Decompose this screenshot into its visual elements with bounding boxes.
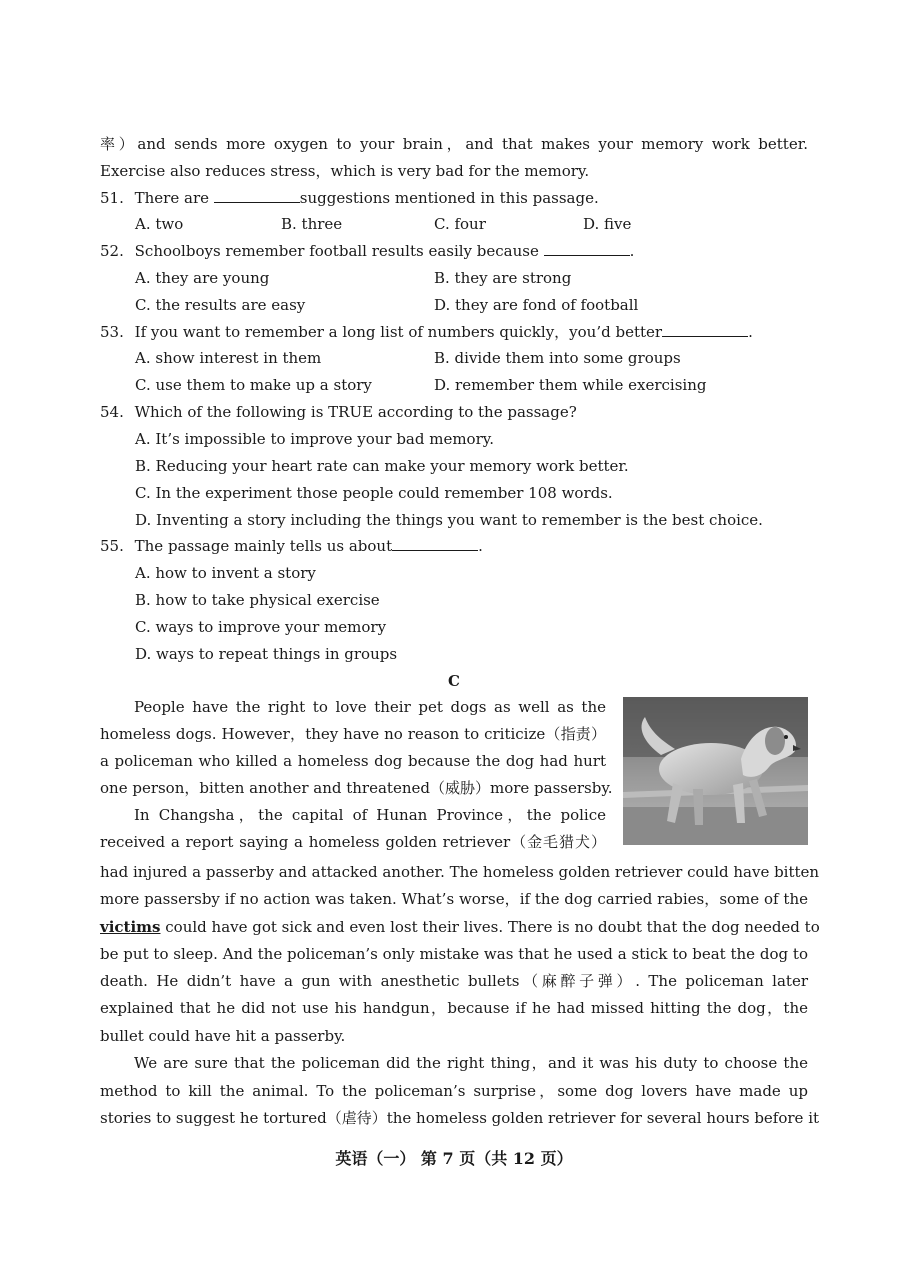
passage-line: be put to sleep. And the policeman’s only mistake was that he used a stick to beat the dog to	[100, 945, 808, 963]
question-stem: There are	[134, 189, 214, 207]
passage-line-victims	[100, 917, 820, 937]
question-55	[100, 536, 483, 556]
option-c: C. the results are easy	[135, 296, 306, 314]
option-c: C. four	[434, 215, 486, 233]
option-a: A. It’s impossible to improve your bad memory.	[135, 430, 495, 448]
victims-word: victims	[100, 918, 161, 936]
answer-blank	[662, 322, 748, 337]
passage-line: In Changsha，the capital of Hunan Province，the police	[134, 806, 606, 824]
passage-line: one person，bitten another and threatened（威胁）more passersby.	[100, 779, 613, 797]
question-number: 55.	[100, 537, 124, 555]
option-b: B. three	[281, 215, 343, 233]
question-stem: Schoolboys remember football results easily because	[134, 242, 544, 260]
option-d: D. Inventing a story including the things you want to remember is the best choice.	[135, 511, 763, 529]
passage-line: bullet could have hit a passerby.	[100, 1027, 346, 1045]
passage-line: People have the right to love their pet dogs as well as the	[134, 698, 606, 716]
option-a: A. how to invent a story	[135, 564, 316, 582]
dog-illustration	[623, 697, 808, 845]
option-a: A. two	[135, 215, 184, 233]
question-stem-end: .	[748, 323, 753, 341]
passage-line: received a report saying a homeless golden retriever（金毛猎犬）	[100, 833, 606, 851]
passage-text: could have got sick and even lost their lives. There is no doubt that the dog needed to	[160, 918, 820, 936]
question-stem-end: .	[629, 242, 635, 260]
question-53	[100, 322, 753, 342]
option-b: B. how to take physical exercise	[135, 591, 380, 609]
option-d: D. they are fond of football	[434, 296, 639, 314]
passage-line: method to kill the animal. To the policeman’s surprise，some dog lovers have made up	[100, 1082, 808, 1100]
section-heading: C	[448, 672, 460, 690]
question-number: 53.	[100, 323, 124, 341]
passage-line: We are sure that the policeman did the right thing，and it was his duty to choose the	[134, 1054, 808, 1072]
option-d: D. remember them while exercising	[434, 376, 707, 394]
answer-blank	[392, 536, 478, 551]
option-b: B. they are strong	[434, 269, 572, 287]
option-c: C. In the experiment those people could remember 108 words.	[135, 484, 613, 502]
passage-line: explained that he did not use his handgun，because if he had missed hitting the dog，the	[100, 999, 808, 1017]
question-stem-end: .	[478, 537, 483, 555]
answer-blank	[544, 241, 630, 256]
option-b: B. Reducing your heart rate can make your memory work better.	[135, 457, 629, 475]
passage-line: had injured a passerby and attacked another. The homeless golden retriever could have bitten	[100, 863, 820, 881]
intro-line-1: 率）and sends more oxygen to your brain，and that makes your memory work better.	[100, 135, 808, 153]
answer-blank	[214, 188, 300, 203]
passage-line: homeless dogs. However，they have no reason to criticize（指责）	[100, 725, 606, 743]
option-a: A. show interest in them	[135, 349, 322, 367]
question-number: 52.	[100, 242, 124, 260]
passage-line: a policeman who killed a homeless dog because the dog had hurt	[100, 752, 606, 770]
question-stem: If you want to remember a long list of numbers quickly，you’d better	[134, 323, 663, 341]
option-d: D. ways to repeat things in groups	[135, 645, 398, 663]
option-d: D. five	[583, 215, 632, 233]
question-52	[100, 241, 634, 261]
question-number: 51.	[100, 189, 124, 207]
question-54	[100, 402, 577, 422]
option-b: B. divide them into some groups	[434, 349, 681, 367]
question-stem: The passage mainly tells us about	[134, 537, 393, 555]
option-c: C. ways to improve your memory	[135, 618, 387, 636]
page-footer: 英语（一） 第 7 页（共 12 页）	[335, 1149, 573, 1168]
intro-line-2: Exercise also reduces stress，which is very bad for the memory.	[100, 162, 590, 180]
passage-line: death. He didn’t have a gun with anesthetic bullets（麻醉子弹）. The policeman later	[100, 972, 808, 990]
question-stem: Which of the following is TRUE according to the passage?	[134, 403, 577, 421]
passage-line: more passersby if no action was taken. What’s worse，if the dog carried rabies，some of the	[100, 890, 808, 908]
question-51	[100, 188, 599, 208]
golden-retriever-photo	[623, 697, 808, 845]
question-number: 54.	[100, 403, 124, 421]
option-c: C. use them to make up a story	[135, 376, 372, 394]
passage-line: stories to suggest he tortured（虐待）the homeless golden retriever for several hours before it	[100, 1109, 820, 1127]
option-a: A. they are young	[135, 269, 270, 287]
question-stem-end: suggestions mentioned in this passage.	[299, 189, 599, 207]
